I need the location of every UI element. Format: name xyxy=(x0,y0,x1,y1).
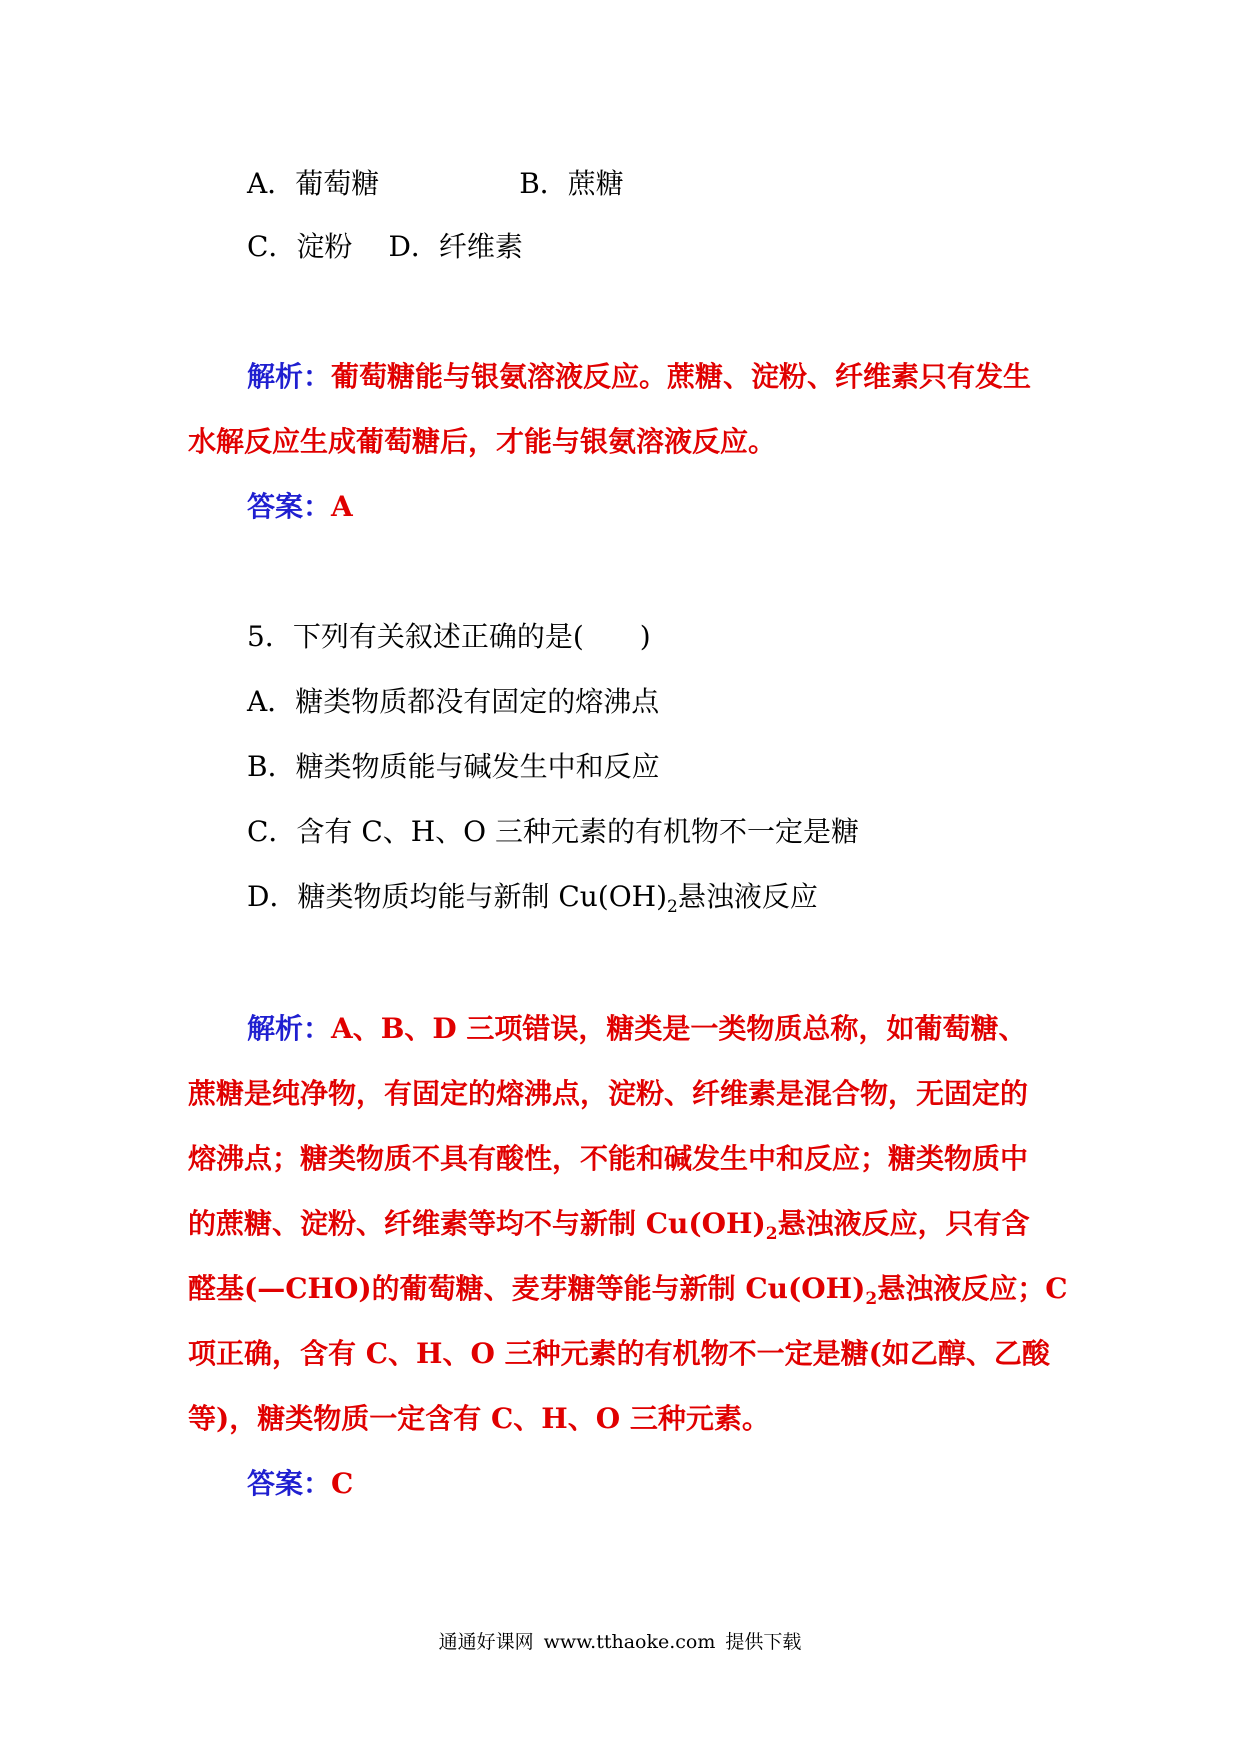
q5-analysis-line5 xyxy=(188,1271,1068,1317)
q4-options-row1 xyxy=(247,166,624,202)
q4-analysis-text1: 葡萄糖能与银氨溶液反应。蔗糖、淀粉、纤维素只有发生 xyxy=(331,360,1032,393)
footer-suffix: 提供下载 xyxy=(725,1631,802,1653)
q5-analysis-line2: 蔗糖是纯净物，有固定的熔沸点，淀粉、纤维素是混合物，无固定的 xyxy=(188,1077,1029,1110)
q4-analysis-line1 xyxy=(247,359,1031,395)
q5-option-d-sub: 2 xyxy=(667,897,678,917)
q5-answer-label: 答案： xyxy=(247,1467,332,1500)
q4-answer-value: A xyxy=(331,490,353,523)
q5-option-d xyxy=(247,879,818,925)
footer-site-name: 通通好课网 xyxy=(438,1631,534,1653)
footer-url: www.tthaoke.com xyxy=(543,1631,716,1653)
q4-analysis-label: 解析： xyxy=(247,360,332,393)
q5-analysis-line4-pre: 的蔗糖、淀粉、纤维素等均不与新制 Cu(OH) xyxy=(188,1207,766,1240)
q4-option-b: B．蔗糖 xyxy=(519,167,624,200)
q5-option-c: C．含有 C、H、O 三种元素的有机物不一定是糖 xyxy=(247,815,860,848)
q5-analysis-line4-sub: 2 xyxy=(765,1224,778,1244)
q5-stem xyxy=(247,619,651,655)
q4-analysis-line2: 水解反应生成葡萄糖后，才能与银氨溶液反应。 xyxy=(188,425,777,458)
q5-analysis-line5-sub: 2 xyxy=(865,1289,878,1309)
q4-answer-label: 答案： xyxy=(247,490,332,523)
q4-options-row2 xyxy=(247,229,523,265)
q4-option-d: D．纤维素 xyxy=(388,230,523,263)
q5-analysis-line3: 熔沸点；糖类物质不具有酸性，不能和碱发生中和反应；糖类物质中 xyxy=(188,1142,1029,1175)
q5-option-b: B．糖类物质能与碱发生中和反应 xyxy=(247,750,660,783)
q5-analysis-text1: A、B、D 三项错误，糖类是一类物质总称，如葡萄糖、 xyxy=(331,1012,1027,1045)
q5-option-a: A．糖类物质都没有固定的熔沸点 xyxy=(247,685,660,718)
q5-answer-value: C xyxy=(331,1467,354,1500)
q5-answer xyxy=(247,1466,353,1502)
q5-option-d-post: 悬浊液反应 xyxy=(677,880,818,913)
page-footer xyxy=(0,1630,1240,1654)
q5-option-d-pre: D．糖类物质均能与新制 Cu(OH) xyxy=(247,880,668,913)
q5-stem-close: ) xyxy=(639,620,651,653)
q5-stem-text: 5．下列有关叙述正确的是( xyxy=(247,620,584,653)
q5-analysis-line7: 等)，糖类物质一定含有 C、H、O 三种元素。 xyxy=(188,1402,770,1435)
q5-analysis-label: 解析： xyxy=(247,1012,332,1045)
q5-analysis-line5-post: 悬浊液反应；C xyxy=(877,1272,1068,1305)
q5-analysis-line4 xyxy=(188,1206,1030,1252)
q5-analysis-line1 xyxy=(247,1011,1026,1047)
q5-analysis-line4-post: 悬浊液反应，只有含 xyxy=(777,1207,1030,1240)
q5-analysis-line5-pre: 醛基(—CHO)的葡萄糖、麦芽糖等能与新制 Cu(OH) xyxy=(188,1272,866,1305)
q4-option-c: C．淀粉 xyxy=(247,230,353,263)
q4-option-a: A．葡萄糖 xyxy=(247,167,380,200)
q5-analysis-line6: 项正确，含有 C、H、O 三种元素的有机物不一定是糖(如乙醇、乙酸 xyxy=(188,1337,1050,1370)
q4-answer xyxy=(247,489,353,525)
